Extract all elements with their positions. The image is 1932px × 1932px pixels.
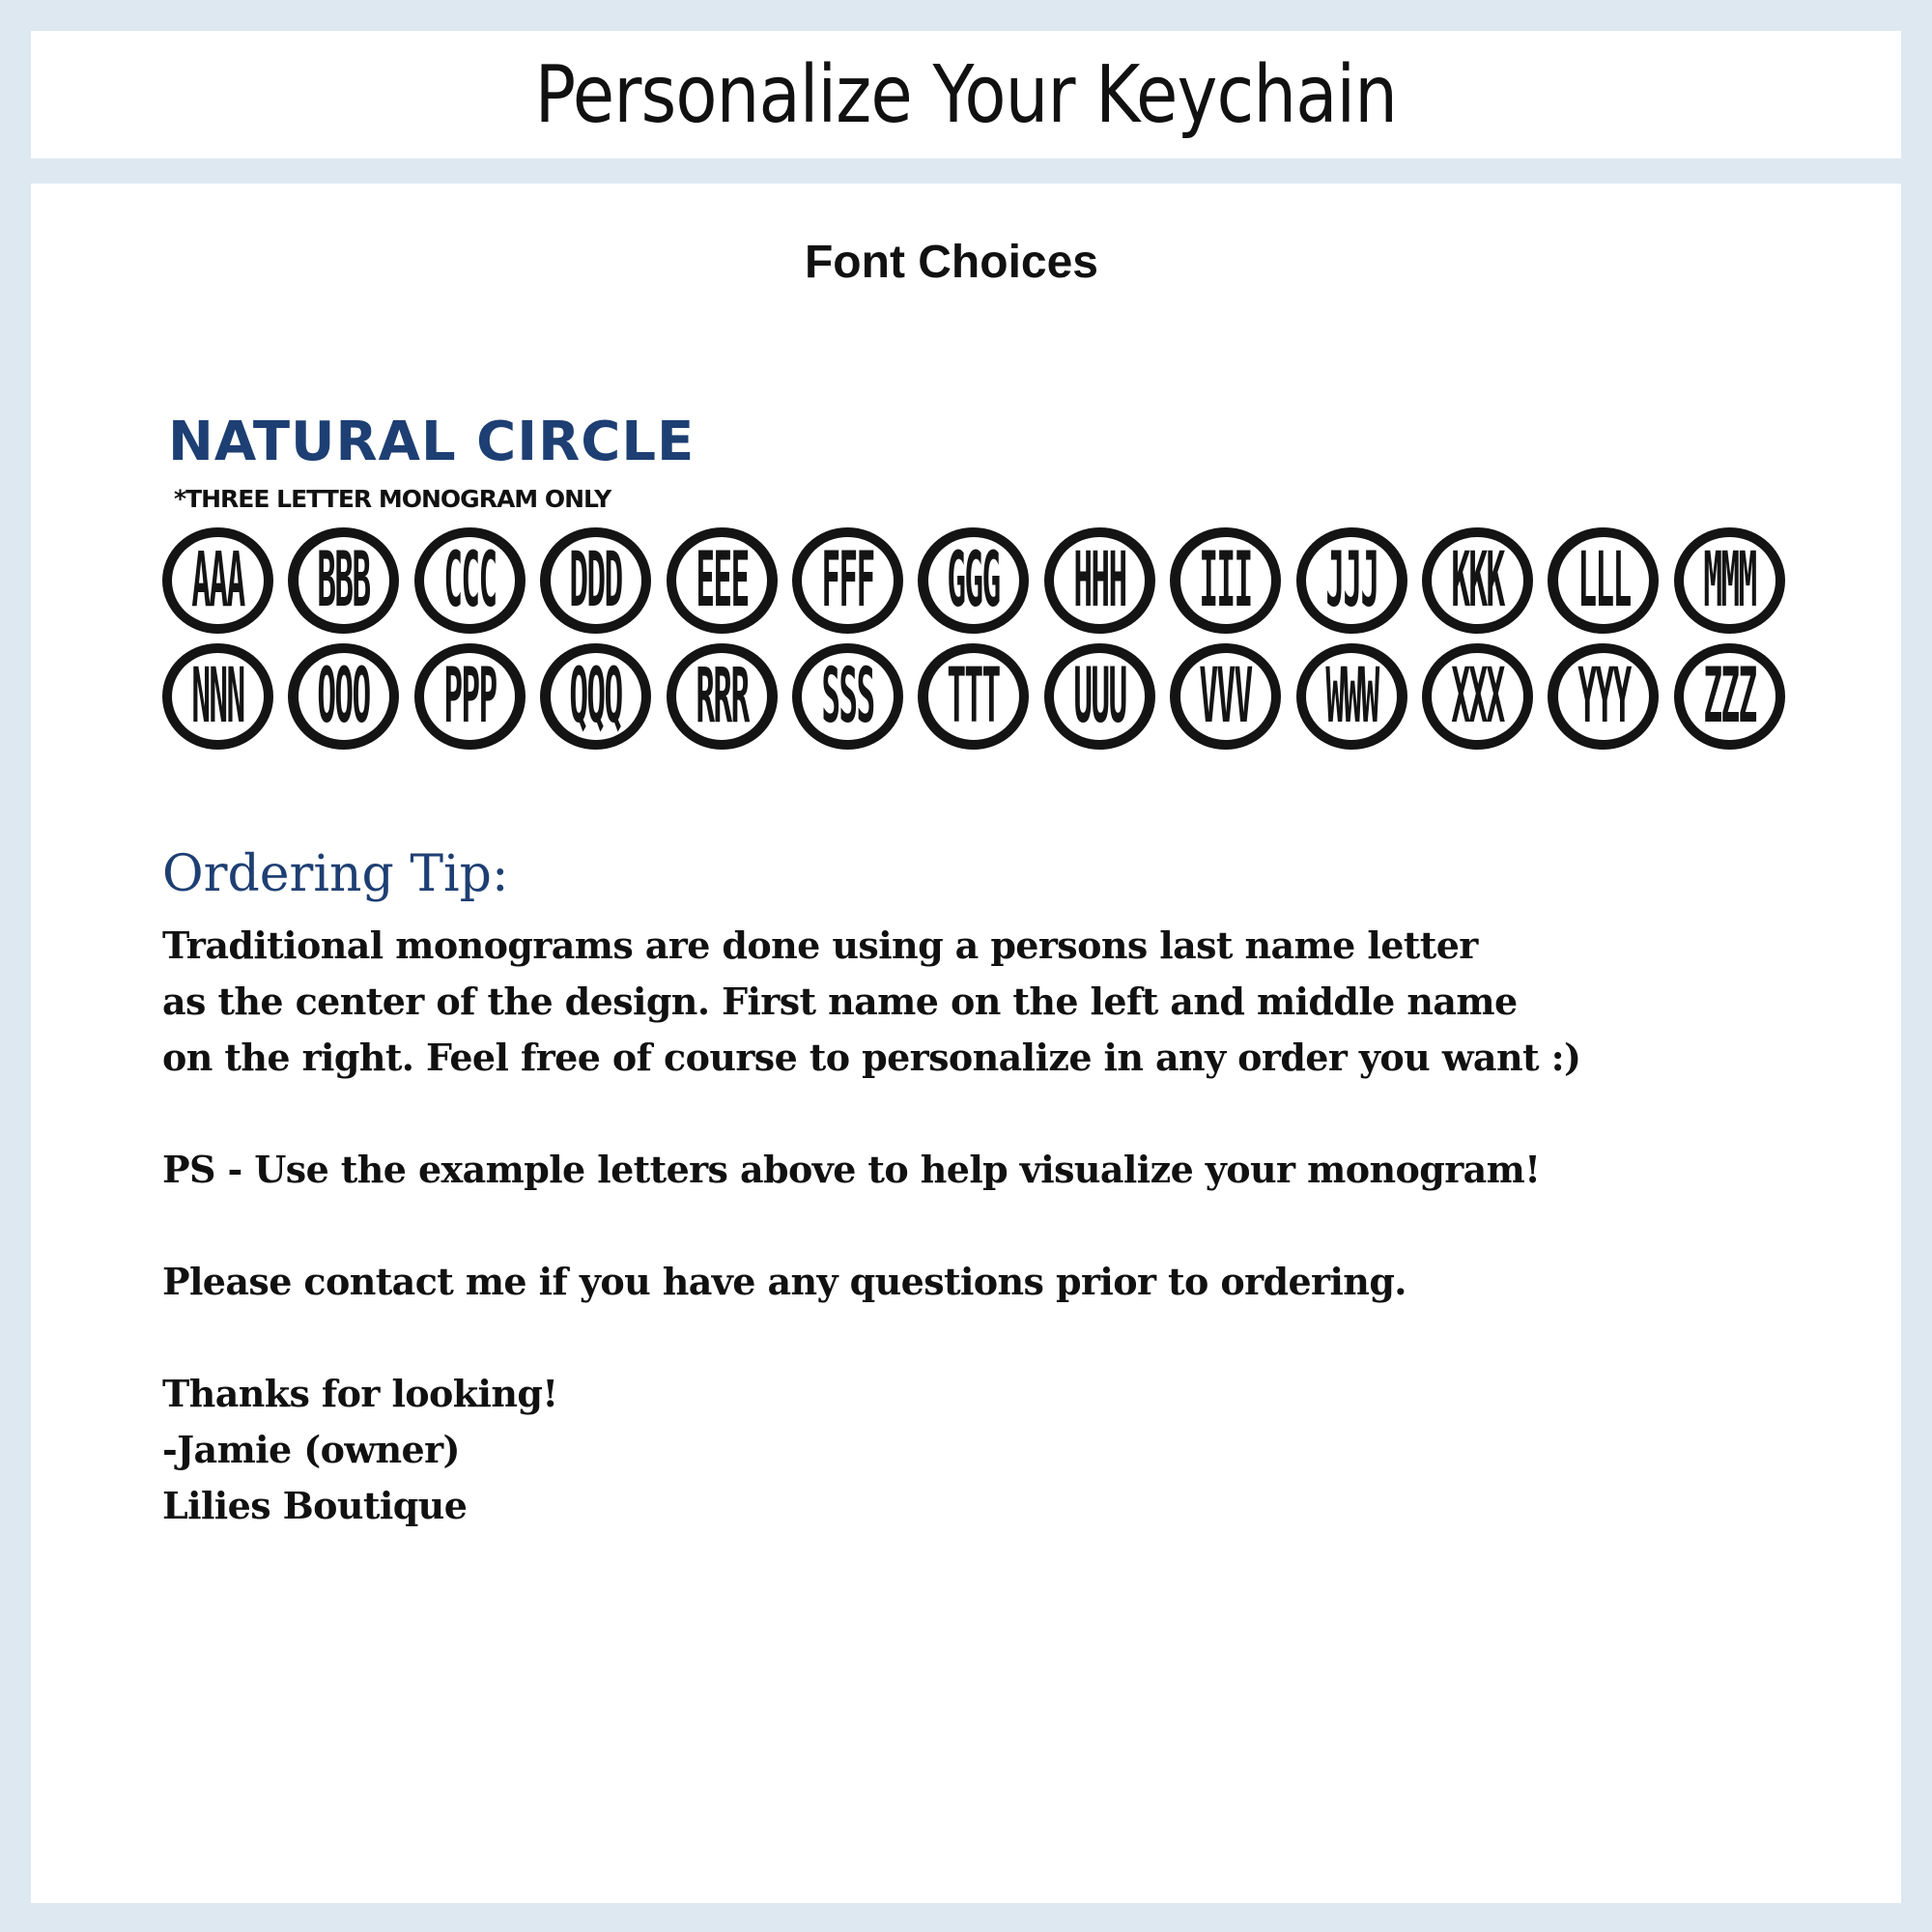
monogram-inner	[172, 537, 263, 624]
monogram-letters: TTT	[947, 653, 1000, 740]
monogram-inner	[172, 653, 263, 740]
shop-name: Lilies Boutique	[162, 1484, 468, 1527]
monogram-inner	[424, 537, 515, 624]
monogram-sample	[162, 527, 273, 634]
monogram-inner	[676, 653, 767, 740]
monogram-letters: OOO	[317, 653, 370, 740]
monogram-inner	[298, 537, 389, 624]
contact-line: Please contact me if you have any questions prior to ordering.	[162, 1260, 1406, 1303]
monogram-inner	[1180, 537, 1271, 624]
monogram-letters: UUU	[1073, 653, 1126, 740]
monogram-letters: XXX	[1451, 653, 1504, 740]
monogram-sample	[1296, 527, 1407, 634]
monogram-inner	[1684, 537, 1775, 624]
monogram-sample	[1422, 643, 1533, 750]
monogram-sample	[918, 527, 1029, 634]
content-panel	[31, 184, 1901, 1903]
tip-body	[162, 918, 1862, 1534]
monogram-inner	[551, 537, 641, 624]
monogram-sample	[792, 527, 903, 634]
monogram-sample	[667, 643, 778, 750]
monogram-sample	[288, 527, 399, 634]
monogram-letters: BBB	[317, 537, 370, 624]
monogram-letters: DDD	[569, 537, 622, 624]
monogram-sample	[1548, 527, 1659, 634]
monogram-letters: ZZZ	[1703, 653, 1756, 740]
monogram-letters: RRR	[696, 653, 749, 740]
monogram-letters: VVV	[1199, 653, 1252, 740]
monogram-sample	[1548, 643, 1659, 750]
monogram-sample	[792, 643, 903, 750]
monogram-sample	[414, 643, 526, 750]
monogram-sample	[1170, 527, 1281, 634]
monogram-sample	[1044, 643, 1155, 750]
monogram-inner	[802, 653, 893, 740]
monogram-letters: QQQ	[569, 653, 622, 740]
font-name: NATURAL CIRCLE	[168, 411, 696, 473]
monogram-letters: MMM	[1703, 537, 1756, 624]
monogram-letters: AAA	[191, 537, 244, 624]
monogram-letters: FFF	[821, 537, 874, 624]
monogram-letters: III	[1199, 537, 1252, 624]
monogram-sample	[1674, 527, 1785, 634]
tip-title: Ordering Tip:	[162, 845, 509, 903]
font-note: *THREE LETTER MONOGRAM ONLY	[174, 485, 611, 513]
tip-line: Traditional monograms are done using a persons last name letter	[162, 923, 1478, 967]
thanks-line: Thanks for looking!	[162, 1372, 558, 1415]
monogram-sample	[918, 643, 1029, 750]
monogram-letters: NNN	[191, 653, 244, 740]
monogram-inner	[1558, 537, 1649, 624]
ps-line: PS - Use the example letters above to help visualize your monogram!	[162, 1148, 1541, 1191]
monogram-inner	[1306, 653, 1397, 740]
monogram-inner	[676, 537, 767, 624]
monogram-inner	[1054, 653, 1145, 740]
monogram-inner	[1432, 537, 1522, 624]
monogram-letters: KKK	[1451, 537, 1504, 624]
monogram-inner	[928, 537, 1019, 624]
monogram-inner	[1306, 537, 1397, 624]
header-panel	[31, 31, 1901, 158]
monogram-sample	[162, 643, 273, 750]
monogram-inner	[1054, 537, 1145, 624]
monogram-letters: YYY	[1577, 653, 1631, 740]
monogram-letters: EEE	[696, 537, 749, 624]
monogram-letters: JJJ	[1325, 537, 1378, 624]
monogram-letters: LLL	[1577, 537, 1631, 624]
monogram-letters: PPP	[443, 653, 497, 740]
monogram-sample	[414, 527, 526, 634]
monogram-row-2	[162, 643, 1785, 757]
monogram-sample	[540, 527, 651, 634]
monogram-letters: HHH	[1073, 537, 1126, 624]
owner-line: -Jamie (owner)	[162, 1428, 460, 1471]
monogram-row-1	[162, 527, 1785, 641]
monogram-sample	[1296, 643, 1407, 750]
monogram-letters: GGG	[947, 537, 1000, 624]
monogram-inner	[1684, 653, 1775, 740]
monogram-inner	[424, 653, 515, 740]
monogram-sample	[667, 527, 778, 634]
monogram-letters: WWW	[1325, 653, 1378, 740]
tip-line: on the right. Feel free of course to personalize in any order you want :)	[162, 1036, 1581, 1079]
monogram-sample	[1422, 527, 1533, 634]
monogram-inner	[1180, 653, 1271, 740]
monogram-inner	[298, 653, 389, 740]
monogram-letters: CCC	[443, 537, 497, 624]
tip-line: as the center of the design. First name on the left and middle name	[162, 980, 1518, 1023]
monogram-sample	[288, 643, 399, 750]
monogram-inner	[551, 653, 641, 740]
section-title: Font Choices	[804, 237, 1098, 288]
monogram-inner	[928, 653, 1019, 740]
monogram-letters: SSS	[821, 653, 874, 740]
monogram-sample	[1170, 643, 1281, 750]
monogram-inner	[1432, 653, 1522, 740]
monogram-inner	[1558, 653, 1649, 740]
monogram-sample	[540, 643, 651, 750]
monogram-sample	[1674, 643, 1785, 750]
monogram-sample	[1044, 527, 1155, 634]
page-title: Personalize Your Keychain	[534, 48, 1398, 141]
monogram-inner	[802, 537, 893, 624]
